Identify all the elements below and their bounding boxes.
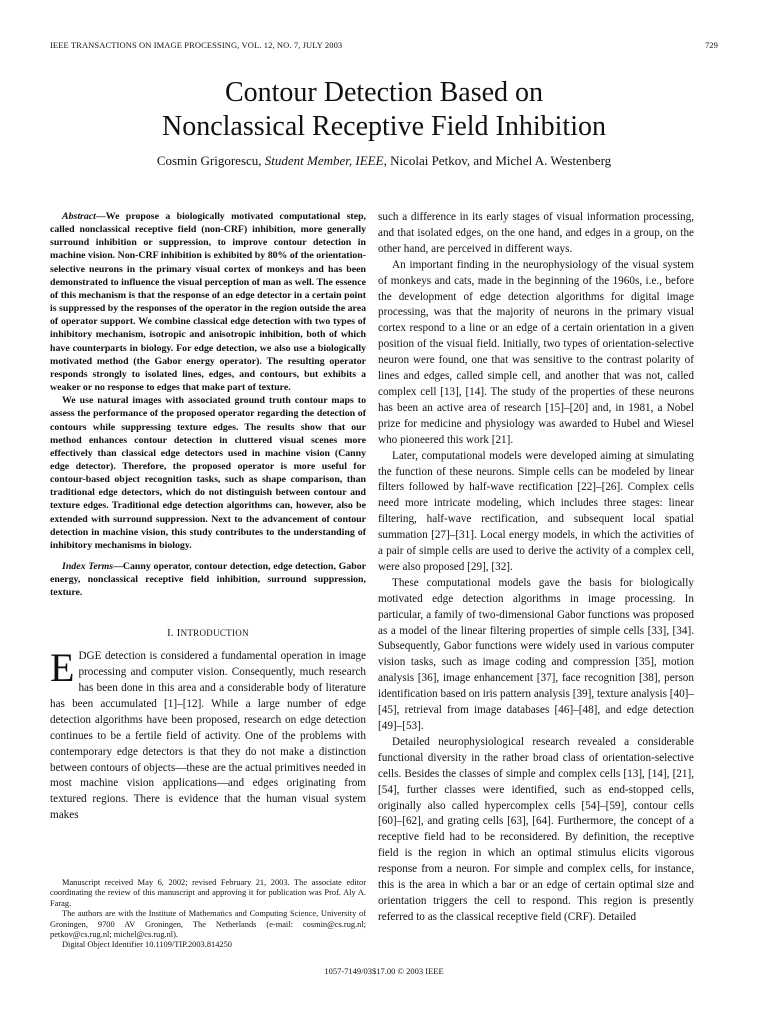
footnote-doi: Digital Object Identifier 10.1109/TIP.2003.814250 bbox=[62, 940, 232, 950]
section-title-rest: NTRODUCTION bbox=[180, 627, 249, 638]
title-line-1: Contour Detection Based on bbox=[224, 77, 544, 108]
section-first-letter: I bbox=[176, 627, 181, 639]
page-number: 729 bbox=[704, 40, 718, 50]
index-terms bbox=[50, 560, 366, 599]
index-terms-label: Index Terms bbox=[62, 561, 114, 573]
author-1-role: Student Member, IEEE bbox=[264, 153, 384, 168]
author-1: Cosmin Grigorescu, bbox=[156, 153, 265, 168]
right-paragraph-4: These computational models gave the basis for biologically motivated edge detection algorithms in image processing. In particular, a family of two-dimensional Gabor functions was proposed as a model of the linear filtering properties of simple cells [33], [34]. Subsequently, Gabor functions were widely used in various computer vision tasks, such as image coding and compression [35], motion analysis [36], image enhancement [37], face recognition [38], person identification based on iris pattern analysis [39], texture analysis [40]–[45], retrieval from image databases [46]–[48], and edge detection [49]–[53]. bbox=[378, 576, 694, 732]
footnote-affiliation: The authors are with the Institute of Mathematics and Computing Science, University of Groningen, 9700 AV Groningen, The Netherlands (e-mail: cosmin@cs.rug.nl; petkov@cs.rug.nl; michel@cs.rug.nl). bbox=[50, 909, 366, 940]
title-line-2: Nonclassical Receptive Field Inhibition bbox=[161, 111, 606, 142]
abstract-label: Abstract bbox=[62, 211, 96, 222]
right-paragraph-1: such a difference in its early stages of visual information processing, and that isolated edges, on the one hand, and edges in a group, on the other hand, are perceived in different ways. bbox=[378, 211, 694, 255]
right-paragraph-2: An important finding in the neurophysiology of the visual system of monkeys and cats, made in the beginning of the 1960s, i.e., before the development of edge detection algorithms for digital image processing, was that the majority of neurons in the primary visual cortex respond to a line or an edge of a certain orientation in a given position of the visual field. Initially, two types of orientation-selective neuron were found, one that was sensitive to the contrast polarity of lines and edges, called simple cell, and another that was not, called complex cell [13], [14]. The study of the properties of these neurons has been an active area of research [15]–[20] and, in 1981, a Nobel prize for medicine and physiology was awarded to Hubel and Wiesel who pioneered this work [21]. bbox=[378, 258, 694, 446]
journal-name: IEEE TRANSACTIONS ON IMAGE PROCESSING, VOL. 12, NO. 7, JULY 2003 bbox=[50, 40, 343, 50]
introduction-text: DGE detection is considered a fundamental operation in image processing and computer vision. Consequently, much research has been done in this area and a considerable body of literature has been accumulated [1]–[12]. While a large number of edge detection algorithms have been proposed, research on edge detection continues to be a fertile field of activity. One of the problems with contemporary edge detectors is that they do not make a distinction between contours of objects—these are the actual primitives needed in most machine vision applications—and edges originating from textured regions. There is evidence that the human visual system makes bbox=[50, 650, 366, 822]
section-number: I. bbox=[167, 627, 177, 639]
drop-cap: E bbox=[50, 645, 75, 691]
abstract-paragraph-1 bbox=[50, 210, 366, 394]
abstract-text-1: —We propose a biologically motivated computational step, called nonclassical receptive field (non-CRF) inhibition, more generally surround inhibition or suppression, to improve contour detection in machine vision. Non-CRF inhibition is exhibited by 80% of the orientation-selective neurons in the primary visual cortex of monkeys and has been demonstrated to influence the visual perception of man as well. The essence of this mechanism is that the response of an edge detector in a certain point is suppressed by the responses of the operator in the region outside the area of operator support. We combine classical edge detection with two types of inhibitory mechanism, isotropic and anisotropic inhibition, both of which have counterparts in biology. For edge detection, we also use a biologically motivated method (the Gabor energy operator). The resulting operator responds strongly to isolated lines, edges, and contours, but exhibits a weaker or no response to edges that make part of texture. bbox=[50, 211, 367, 394]
right-column bbox=[378, 210, 694, 926]
abstract bbox=[50, 210, 366, 552]
other-authors: , Nicolai Petkov, and Michel A. Westenberg bbox=[383, 153, 612, 168]
paper-title bbox=[0, 76, 768, 144]
footnote-received: Manuscript received May 6, 2002; revised February 21, 2003. The associate editor coordinating the review of this manuscript and approving it for publication was Prof. Aly A. Farag. bbox=[50, 878, 366, 908]
introduction-paragraph bbox=[50, 645, 366, 824]
right-paragraph-3: Later, computational models were developed aiming at simulating the function of these neurons. Simple cells can be modeled by linear filters followed by half-wave rectification [22]–[26]. Complex cells need more intricate modeling, which includes three stages: linear filtering, half-wave rectification, and subsequent local spatial summation [27]–[31]. Local energy models, in which the activities of a pair of simple cells are used to derive the activity of a complex cell, were also proposed [29], [32]. bbox=[378, 449, 694, 573]
abstract-paragraph-2: We use natural images with associated ground truth contour maps to assess the performance of the proposed operator regarding the detection of contours while suppressing texture edges. The results show that our method enhances contour detection in cluttered visual scenes more effectively than classical edge detectors used in machine vision (Canny edge detector). Therefore, the proposed operator is more useful for contour-based object recognition tasks, such as shape comparison, than traditional edge detectors, which do not distinguish between contour and texture edges. Traditional edge detection algorithms can, however, also be extended with surround suppression. Next to the advancement of contour detection in machine vision, this study contributes to the understanding of inhibitory mechanisms in biology. bbox=[50, 395, 366, 551]
index-terms-text: —Canny operator, contour detection, edge detection, Gabor energy, nonclassical receptive field inhibition, surround suppression, texture. bbox=[50, 561, 367, 599]
right-paragraph-5: Detailed neurophysiological research revealed a considerable functional diversity in the rather broad class of orientation-selective cells. Besides the classes of simple and complex cells [13], [14], [21], [54], further classes were identified, such as end-stopped cells, originally also called hypercomplex cells [54]–[59], contour cells [60]–[62], and grating cells [63], [64]. Furthermore, the concept of a receptive field had to be reconsidered. By definition, the receptive field is the region in which an optimal stimulus elicits vigorous response from a neuron. For simple and complex cells, for instance, this is the area in which a bar or an edge of certain optimal size and orientation triggers the cell to respond. This region is presently referred to as the classical receptive field (CRF). Detailed bbox=[378, 735, 694, 923]
left-column bbox=[50, 210, 366, 824]
running-header bbox=[50, 40, 718, 54]
section-heading-introduction bbox=[50, 626, 366, 642]
copyright-footer: 1057-7149/03$17.00 © 2003 IEEE bbox=[324, 966, 444, 976]
author-list bbox=[0, 153, 768, 169]
footnote bbox=[50, 878, 366, 951]
